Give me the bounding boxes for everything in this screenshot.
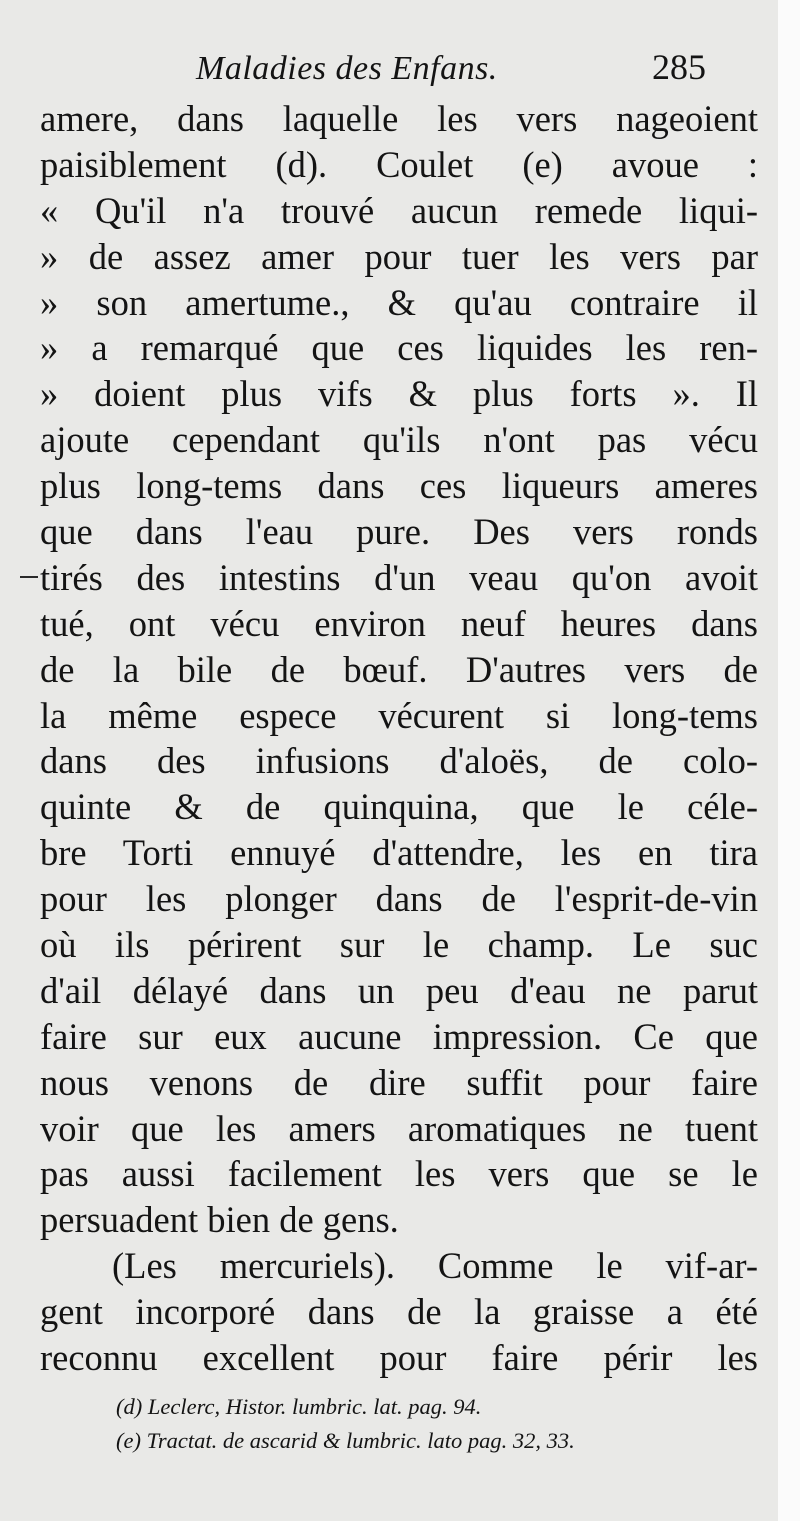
- page-header: [0, 44, 778, 100]
- text-line: reconnu excellent pour faire périr les: [40, 1337, 758, 1379]
- text-line: pas aussi facilement les vers que se le: [40, 1153, 758, 1195]
- text-line: d'ail délayé dans un peu d'eau ne parut: [40, 969, 758, 1011]
- text-line: » doient plus vifs & plus forts ». Il: [40, 373, 758, 415]
- page-number: 285: [652, 47, 706, 87]
- text-line: » son amertume., & qu'au contraire il: [40, 281, 758, 323]
- text-line: pour les plonger dans de l'esprit-de-vin: [40, 878, 758, 920]
- body-text: [40, 96, 758, 1381]
- text-line: ajoute cependant qu'ils n'ont pas vécu: [40, 419, 758, 461]
- text-line: faire sur eux aucune impression. Ce que: [40, 1015, 758, 1057]
- text-line: persuadent bien de gens.: [40, 1199, 399, 1241]
- running-head: Maladies des Enfans.: [196, 50, 498, 87]
- text-line: où ils périrent sur le champ. Le suc: [40, 924, 758, 966]
- text-line: plus long-tems dans ces liqueurs ameres: [40, 465, 758, 507]
- footnote-e: (e) Tractat. de ascarid & lumbric. lato pag. 32, 33.: [116, 1428, 575, 1453]
- text-line: quinte & de quinquina, que le céle-: [40, 786, 758, 828]
- text-line: de la bile de bœuf. D'autres vers de: [40, 648, 758, 690]
- footnotes: [116, 1390, 756, 1458]
- text-line: dans des infusions d'aloës, de colo-: [40, 740, 758, 782]
- text-line: la même espece vécurent si long-tems: [40, 694, 758, 736]
- text-line: tirés des intestins d'un veau qu'on avoit: [40, 556, 758, 598]
- text-line: » a remarqué que ces liquides les ren-: [40, 327, 758, 369]
- text-line: nous venons de dire suffit pour faire: [40, 1061, 758, 1103]
- text-line: que dans l'eau pure. Des vers ronds: [40, 511, 758, 553]
- footnote-d: (d) Leclerc, Histor. lumbric. lat. pag. 94.: [116, 1394, 482, 1419]
- text-line: » de assez amer pour tuer les vers par: [40, 235, 758, 277]
- margin-mark: [20, 576, 38, 578]
- text-line: paisiblement (d). Coulet (e) avoue :: [40, 143, 758, 185]
- text-line: voir que les amers aromatiques ne tuent: [40, 1107, 758, 1149]
- text-line: amere, dans laquelle les vers nageoient: [40, 98, 758, 139]
- paragraph-start-line: (Les mercuriels). Comme le vif-ar-: [112, 1245, 758, 1287]
- text-line: « Qu'il n'a trouvé aucun remede liqui-: [40, 189, 758, 231]
- text-line: gent incorporé dans de la graisse a été: [40, 1291, 758, 1333]
- text-line: tué, ont vécu environ neuf heures dans: [40, 602, 758, 644]
- text-line: bre Torti ennuyé d'attendre, les en tira: [40, 832, 758, 874]
